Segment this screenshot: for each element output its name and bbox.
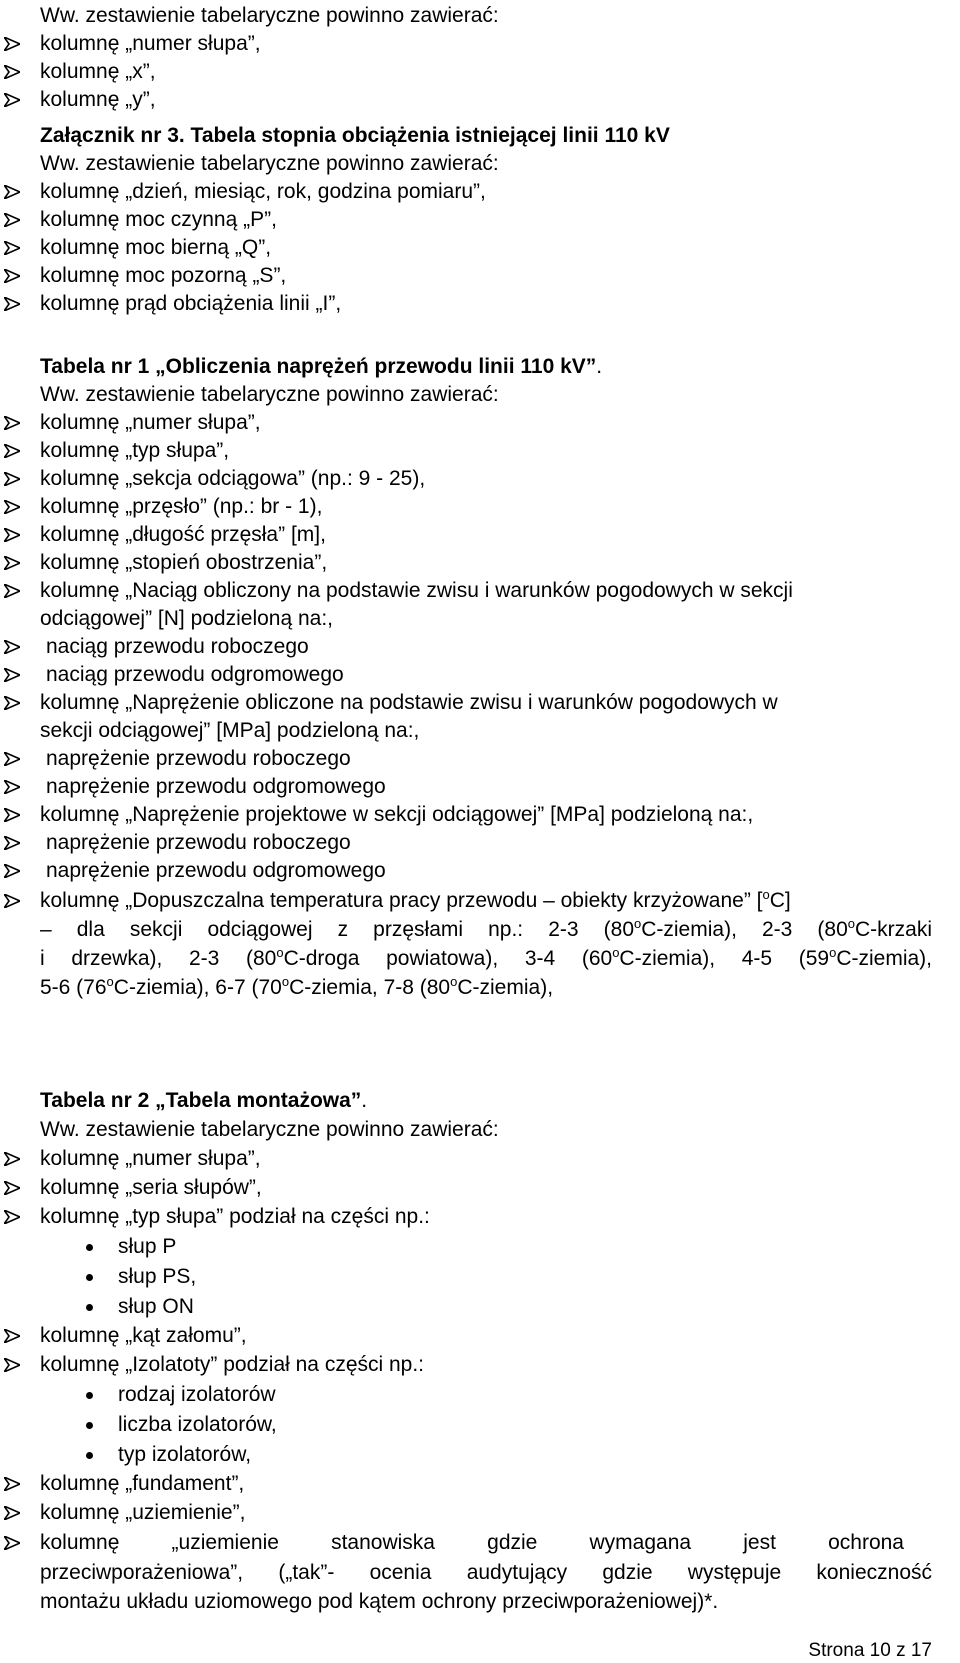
arrowhead-bullet-icon (4, 1181, 20, 1195)
list-item-text: kolumnę „Naprężenie projektowe w sekcji odciągowej” [MPa] podzieloną na:, (40, 803, 754, 826)
list-item-text: kolumnę „długość przęsła” [m], (40, 523, 326, 546)
intro-text: Ww. zestawienie tabelaryczne powinno zawierać: (40, 4, 499, 27)
intro-text: Ww. zestawienie tabelaryczne powinno zawierać: (40, 152, 499, 175)
intro-text: Ww. zestawienie tabelaryczne powinno zawierać: (40, 383, 499, 406)
tabela1-title: Tabela nr 1 „Obliczenia naprężeń przewodu linii 110 kV” (40, 355, 597, 378)
list-item-text: kolumnę moc bierną „Q”, (40, 236, 272, 259)
arrowhead-bullet-icon (4, 500, 20, 514)
text-run: i drzewka), 2-3 (80 (40, 947, 277, 970)
text-run: C-droga powiatowa), 3-4 (60 (283, 947, 613, 970)
list-item-text: kolumnę „x”, (40, 60, 156, 83)
degree-superscript: o (612, 945, 620, 960)
degree-superscript: o (276, 945, 284, 960)
sub-list-item-text: słup PS, (118, 1265, 197, 1288)
section-title (40, 353, 932, 380)
sub-list-item-text: słup P (118, 1235, 177, 1258)
list-item-continuation: odciągowej” [N] podzieloną na:, (40, 607, 334, 630)
arrowhead-bullet-icon (4, 752, 20, 766)
degree-superscript: o (829, 945, 837, 960)
sub-list-item-text: słup ON (118, 1295, 194, 1318)
list-item-text: naprężenie przewodu odgromowego (46, 859, 386, 882)
arrowhead-bullet-icon (4, 241, 20, 255)
text-run: – dla sekcji odciągowej z przęsłami np.: 2-3 (80 (40, 918, 634, 941)
paragraph-line (40, 973, 932, 1002)
list-item-text: kolumnę „numer słupa”, (40, 411, 261, 434)
text-run: C-ziemia, 7-8 (80 (289, 976, 451, 999)
degree-superscript: o (106, 974, 114, 989)
list-item-text: naciąg przewodu roboczego (46, 635, 309, 658)
list-item-text: kolumnę „fundament”, (40, 1472, 245, 1495)
arrowhead-bullet-icon (4, 416, 20, 430)
paragraph-line (40, 944, 932, 973)
arrowhead-bullet-icon (4, 836, 20, 850)
arrowhead-bullet-icon (4, 780, 20, 794)
degree-superscript: o (281, 974, 290, 989)
degree-superscript: o (450, 974, 458, 989)
list-item-text: kolumnę moc czynną „P”, (40, 208, 277, 231)
text-run: C-ziemia), (457, 976, 554, 999)
list-item-text: kolumnę „Naciąg obliczony na podstawie zwisu i warunków pogodowych w sekcji (40, 579, 793, 602)
page-number: Strona 10 z 17 (808, 1640, 932, 1661)
list-item-text: kolumnę „seria słupów”, (40, 1176, 262, 1199)
arrowhead-bullet-icon (4, 528, 20, 542)
text-run: C-ziemia), 6-7 (70 (113, 976, 282, 999)
list-item-text: kolumnę „sekcja odciągowa” (np.: 9 - 25), (40, 467, 426, 490)
text-run: C] (769, 889, 791, 912)
section-title (40, 1087, 932, 1114)
tabela2-title: Tabela nr 2 „Tabela montażowa” (40, 1089, 362, 1112)
list-item-text: kolumnę „uziemienie stanowiska gdzie wymagana jest ochrona (40, 1531, 904, 1554)
arrowhead-bullet-icon (4, 894, 20, 908)
list-item-text: kolumnę „przęsło” (np.: br - 1), (40, 495, 323, 518)
arrowhead-bullet-icon (4, 668, 20, 682)
arrowhead-bullet-icon (4, 1358, 20, 1372)
text-run: C-krzaki (855, 918, 932, 941)
round-bullet-icon (86, 1392, 93, 1399)
arrowhead-bullet-icon (4, 65, 20, 79)
arrowhead-bullet-icon (4, 808, 20, 822)
intro-text: Ww. zestawienie tabelaryczne powinno zawierać: (40, 1118, 499, 1141)
list-item-text: naprężenie przewodu odgromowego (46, 775, 386, 798)
list-item-text: kolumnę „numer słupa”, (40, 1147, 261, 1170)
round-bullet-icon (86, 1244, 93, 1251)
list-item-text: kolumnę „Naprężenie obliczone na podstawie zwisu i warunków pogodowych w (40, 691, 778, 714)
list-item-text: kolumnę „y”, (40, 88, 156, 111)
arrowhead-bullet-icon (4, 584, 20, 598)
arrowhead-bullet-icon (4, 213, 20, 227)
arrowhead-bullet-icon (4, 1152, 20, 1166)
list-item-text: kolumnę „Izolatoty” podział na części np.: (40, 1353, 425, 1376)
arrowhead-bullet-icon (4, 1329, 20, 1343)
degree-superscript: o (762, 887, 770, 902)
arrowhead-bullet-icon (4, 37, 20, 51)
text-run: C-ziemia), 4-5 (59 (619, 947, 830, 970)
text-run: C-ziemia), 2-3 (80 (641, 918, 848, 941)
round-bullet-icon (86, 1452, 93, 1459)
degree-superscript: o (634, 916, 642, 931)
list-item-text: kolumnę „kąt załomu”, (40, 1324, 247, 1347)
arrowhead-bullet-icon (4, 472, 20, 486)
paragraph-line (40, 915, 932, 944)
arrowhead-bullet-icon (4, 269, 20, 283)
degree-superscript: o (847, 916, 855, 931)
list-item-text: kolumnę „uziemienie”, (40, 1501, 246, 1524)
arrowhead-bullet-icon (4, 696, 20, 710)
paragraph-line: montażu układu uziomowego pod kątem ochrony przeciwporażeniowej)*. (40, 1590, 719, 1613)
section-title (40, 122, 932, 149)
list-item-text: naciąg przewodu odgromowego (46, 663, 344, 686)
list-item-text: naprężenie przewodu roboczego (46, 747, 351, 770)
list-item-text: kolumnę „stopień obostrzenia”, (40, 551, 328, 574)
arrowhead-bullet-icon (4, 864, 20, 878)
arrowhead-bullet-icon (4, 297, 20, 311)
round-bullet-icon (86, 1274, 93, 1281)
text-run: C-ziemia), (836, 947, 933, 970)
text-run: kolumnę „Dopuszczalna temperatura pracy przewodu – obiekty krzyżowane” [ (40, 889, 763, 912)
arrowhead-bullet-icon (4, 444, 20, 458)
sub-list-item-text: rodzaj izolatorów (118, 1383, 276, 1406)
arrowhead-bullet-icon (4, 556, 20, 570)
list-item-text: naprężenie przewodu roboczego (46, 831, 351, 854)
title-period: . (361, 1089, 368, 1112)
title-period: . (596, 355, 603, 378)
text-run: 5-6 (76 (40, 976, 107, 999)
zalacznik-title: Załącznik nr 3. Tabela stopnia obciążenia istniejącej linii 110 kV (40, 124, 670, 147)
arrowhead-bullet-icon (4, 640, 20, 654)
list-item-text: kolumnę „numer słupa”, (40, 32, 261, 55)
list-item-text (40, 887, 932, 914)
round-bullet-icon (86, 1422, 93, 1429)
arrowhead-bullet-icon (4, 1506, 20, 1520)
list-item-text: kolumnę prąd obciążenia linii „I”, (40, 292, 342, 315)
list-item-text: kolumnę moc pozorną „S”, (40, 264, 287, 287)
arrowhead-bullet-icon (4, 1210, 20, 1224)
arrowhead-bullet-icon (4, 1536, 20, 1550)
list-item-text: kolumnę „typ słupa” podział na części np.: (40, 1205, 430, 1228)
arrowhead-bullet-icon (4, 93, 20, 107)
list-item-text: kolumnę „dzień, miesiąc, rok, godzina pomiaru”, (40, 180, 486, 203)
list-item-text: kolumnę „typ słupa”, (40, 439, 230, 462)
sub-list-item-text: typ izolatorów, (118, 1443, 252, 1466)
round-bullet-icon (86, 1304, 93, 1311)
list-item-continuation: sekcji odciągowej” [MPa] podzieloną na:, (40, 719, 420, 742)
paragraph-line: przeciwporażeniowa”, („tak”- ocenia audytujący gdzie występuje konieczność (40, 1561, 932, 1584)
arrowhead-bullet-icon (4, 1477, 20, 1491)
arrowhead-bullet-icon (4, 185, 20, 199)
sub-list-item-text: liczba izolatorów, (118, 1413, 277, 1436)
